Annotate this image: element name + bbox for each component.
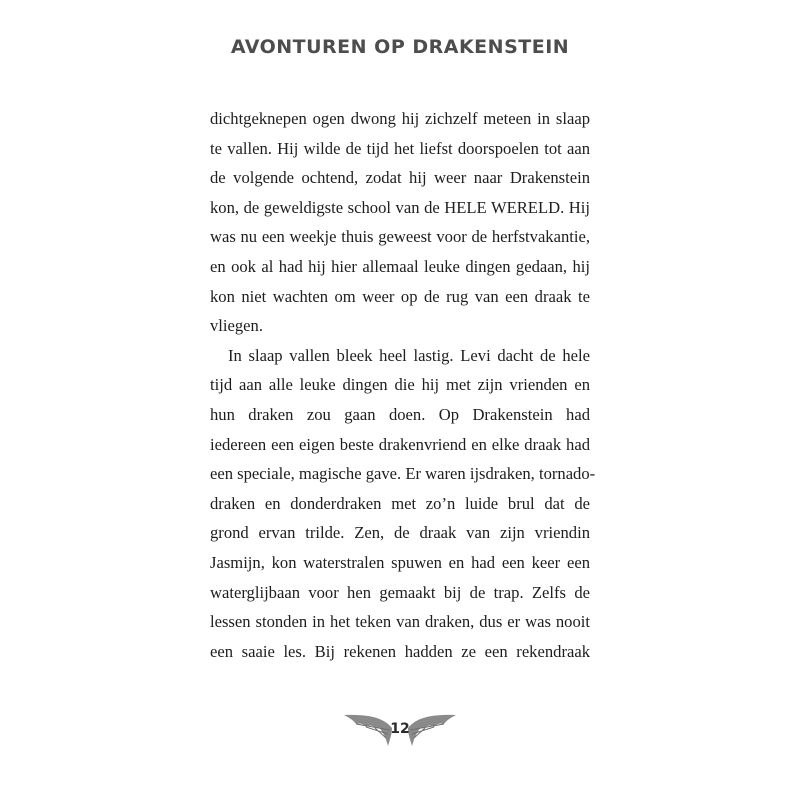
running-head: AVONTUREN OP DRAKENSTEIN — [230, 36, 570, 58]
body-text — [210, 104, 596, 666]
text-line: hun draken zou gaan doen. Op Drakenstein had — [210, 404, 590, 424]
text-line: was nu een weekje thuis geweest voor de herfstvakantie, — [210, 227, 590, 247]
text-line: tijd aan alle leuke dingen die hij met zijn vrienden en — [210, 375, 590, 395]
text-line: een saaie les. Bij rekenen hadden ze een rekendraak — [210, 641, 590, 661]
text-line: In slaap vallen bleek heel lastig. Levi dacht de hele — [228, 345, 590, 365]
text-line: en ook al had hij hier allemaal leuke dingen gedaan, hij — [210, 256, 590, 276]
text-line: waterglijbaan voor hen gemaakt bij de trap. Zelfs de — [210, 582, 590, 602]
text-line: kon, de geweldigste school van de HELE WERELD. Hij — [210, 197, 590, 217]
paragraph-1 — [210, 104, 590, 341]
text-line: iedereen een eigen beste drakenvriend en elke draak had — [210, 434, 590, 454]
text-line: te vallen. Hij wilde de tijd het liefst doorspoelen tot aan — [210, 138, 590, 158]
page-number-folio — [340, 706, 460, 756]
text-line: een speciale, magische gave. Er waren ijsdraken, tornado- — [210, 464, 596, 484]
text-line: Jasmijn, kon waterstralen spuwen en had een keer een — [210, 552, 590, 572]
page-number: 12 — [390, 721, 410, 737]
text-line: draken en donderdraken met zo’n luide brul dat de — [210, 493, 590, 513]
text-line: vliegen. — [210, 316, 263, 336]
text-line: kon niet wachten om weer op de rug van een draak te — [210, 286, 590, 306]
text-line: de volgende ochtend, zodat hij weer naar Drakenstein — [210, 168, 590, 188]
text-line: dichtgeknepen ogen dwong hij zichzelf meteen in slaap — [210, 109, 590, 128]
text-line: grond ervan trilde. Zen, de draak van zijn vriendin — [210, 523, 590, 543]
paragraph-2 — [210, 341, 596, 667]
text-line: lessen stonden in het teken van draken, dus er was nooit — [210, 612, 590, 632]
